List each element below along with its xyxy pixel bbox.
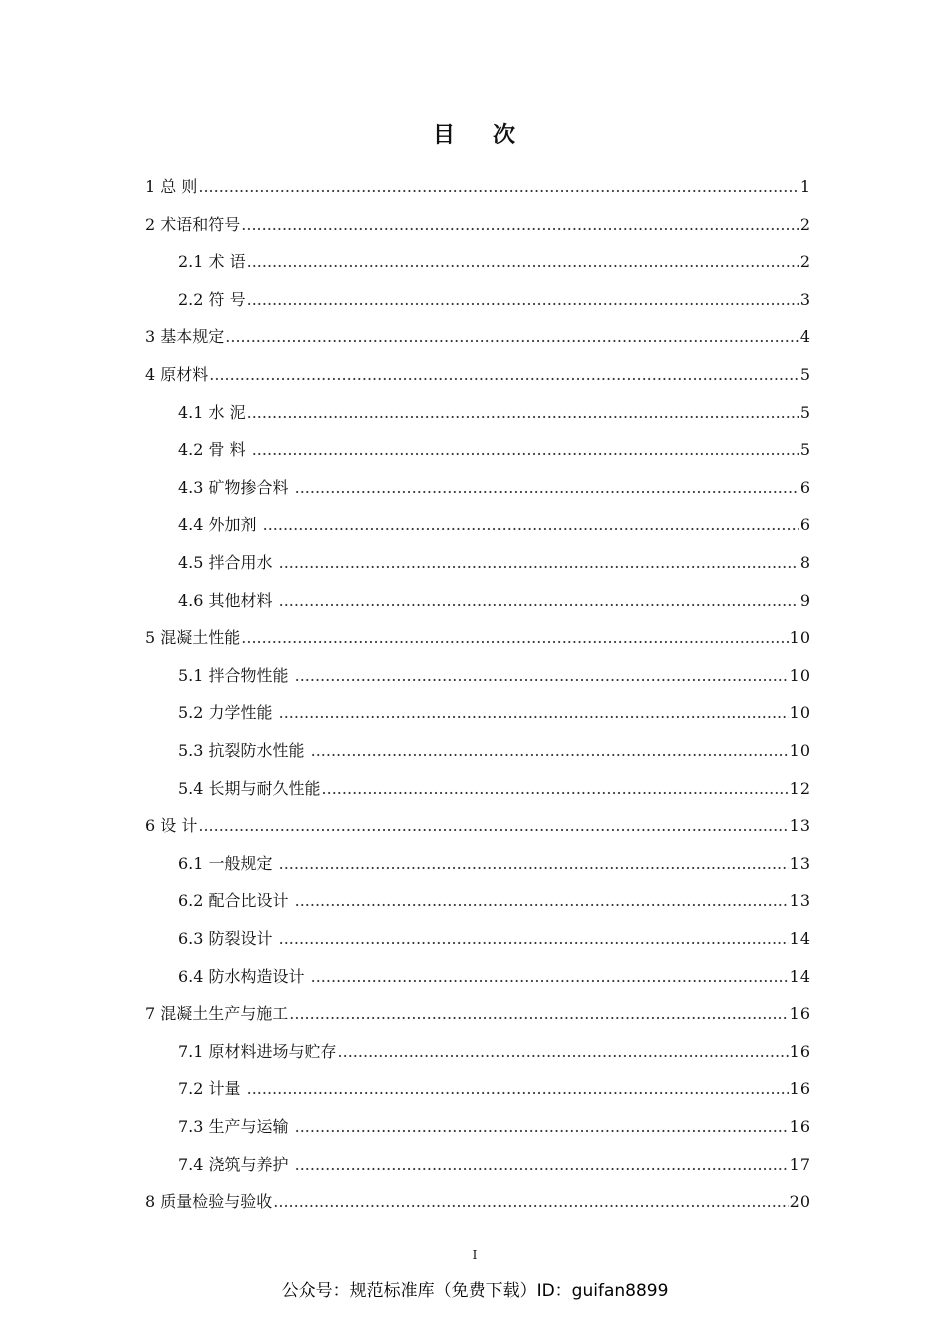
toc-entry[interactable] <box>178 664 810 688</box>
footer-watermark: 公众号：规范标准库（免费下载）ID：guifan8899 <box>281 1281 669 1301</box>
toc-leader-dots <box>273 1190 788 1214</box>
toc-entry-label: 6 设 计 <box>145 816 198 836</box>
toc-entry[interactable] <box>178 288 810 312</box>
toc-entry-page: 5 <box>799 440 810 460</box>
toc-entry[interactable] <box>178 401 810 425</box>
toc-entry-page: 16 <box>789 1117 810 1136</box>
toc-entry[interactable] <box>145 1002 810 1026</box>
toc-entry-label: 2.1 术 语 <box>178 252 246 272</box>
toc-entry[interactable] <box>178 965 810 989</box>
toc-entry-label: 4.5 拌合用水 <box>178 553 278 572</box>
toc-title <box>0 118 950 149</box>
toc-entry-label: 7.3 生产与运输 <box>178 1117 294 1136</box>
toc-entry-page: 5 <box>799 402 810 422</box>
toc-entry-label: 7 混凝土生产与施工 <box>145 1004 289 1024</box>
toc-leader-dots <box>247 288 799 312</box>
toc-entry-label: 6.2 配合比设计 <box>178 891 294 911</box>
toc-entry-page: 10 <box>789 665 810 685</box>
toc-entry-page: 1 <box>799 177 810 196</box>
toc-entry-page: 2 <box>799 214 810 234</box>
toc-entry-page: 16 <box>789 1004 810 1024</box>
toc-entry-label: 2.2 符 号 <box>178 289 246 309</box>
toc-entry-label: 4.3 矿物掺合料 <box>178 477 294 497</box>
toc-entry[interactable] <box>145 626 810 650</box>
toc-entry-label: 1 总 则 <box>145 177 198 196</box>
toc-entry-label: 5.3 抗裂防水性能 <box>178 741 310 760</box>
toc-entry[interactable] <box>145 175 810 199</box>
toc-entry[interactable] <box>178 438 810 462</box>
toc-leader-dots <box>311 739 789 763</box>
toc-entry-label: 7.2 计量 <box>178 1079 246 1099</box>
toc-entry[interactable] <box>145 325 810 349</box>
toc-entry-page: 2 <box>799 252 810 272</box>
toc-entry-label: 5.2 力学性能 <box>178 703 278 723</box>
toc-entry[interactable] <box>145 213 810 237</box>
toc-leader-dots <box>338 1040 789 1064</box>
toc-entry[interactable] <box>178 777 810 801</box>
toc-title-left: 目 <box>432 122 457 148</box>
toc-entry-label: 8 质量检验与验收 <box>145 1192 273 1212</box>
toc-entry[interactable] <box>178 1077 810 1101</box>
toc-leader-dots <box>241 626 788 650</box>
toc-leader-dots <box>295 664 789 688</box>
toc-leader-dots <box>295 889 789 913</box>
toc-entry-label: 7.1 原材料进场与贮存 <box>178 1041 337 1061</box>
toc-entry-page: 8 <box>799 553 810 572</box>
toc-entry-page: 10 <box>789 703 810 723</box>
toc-entry[interactable] <box>178 739 810 763</box>
toc-entry-page: 12 <box>789 778 810 798</box>
toc-entry[interactable] <box>178 476 810 500</box>
toc-entry-label: 6.1 一般规定 <box>178 853 278 873</box>
toc-entry-page: 13 <box>789 816 810 836</box>
toc-entry[interactable] <box>145 814 810 838</box>
toc-entry-label: 4.6 其他材料 <box>178 590 278 610</box>
toc-entry-page: 17 <box>789 1154 810 1174</box>
toc-leader-dots <box>279 589 799 613</box>
toc-entry[interactable] <box>178 1115 810 1139</box>
toc-leader-dots <box>263 513 799 537</box>
toc-leader-dots <box>247 1077 789 1101</box>
toc-leader-dots <box>247 401 799 425</box>
toc-entry-label: 7.4 浇筑与养护 <box>178 1154 294 1174</box>
toc-entry[interactable] <box>178 513 810 537</box>
toc-entry-page: 13 <box>789 853 810 873</box>
toc-leader-dots <box>295 1153 789 1177</box>
toc-entry-label: 6.4 防水构造设计 <box>178 966 310 986</box>
toc-entry-label: 4.2 骨 料 <box>178 440 251 460</box>
toc-entry-page: 6 <box>799 477 810 497</box>
toc-entry-label: 4.1 水 泥 <box>178 402 246 422</box>
toc-entry[interactable] <box>178 852 810 876</box>
toc-leader-dots <box>198 814 788 838</box>
toc-leader-dots <box>295 476 799 500</box>
toc-entry-label: 5.1 拌合物性能 <box>178 665 294 685</box>
toc-entry-page: 3 <box>799 289 810 309</box>
toc-entry[interactable] <box>178 927 810 951</box>
toc-entry-page: 10 <box>789 741 810 760</box>
toc-leader-dots <box>322 777 789 801</box>
toc-entry-label: 3 基本规定 <box>145 327 225 347</box>
toc-leader-dots <box>279 551 799 575</box>
toc-entry[interactable] <box>178 250 810 274</box>
toc-entry-page: 16 <box>789 1079 810 1099</box>
toc-entry-page: 9 <box>799 590 810 610</box>
toc-entry[interactable] <box>178 1153 810 1177</box>
toc-entry[interactable] <box>178 1040 810 1064</box>
toc-leader-dots <box>279 852 789 876</box>
toc-entry[interactable] <box>178 589 810 613</box>
toc-leader-dots <box>279 701 789 725</box>
toc-leader-dots <box>311 965 789 989</box>
toc-entry[interactable] <box>145 363 810 387</box>
toc-entry-page: 10 <box>789 628 810 648</box>
toc-entry-label: 6.3 防裂设计 <box>178 929 278 948</box>
toc-leader-dots <box>198 175 798 199</box>
toc-entry[interactable] <box>178 889 810 913</box>
toc-entry-page: 16 <box>789 1041 810 1061</box>
toc-entry[interactable] <box>178 701 810 725</box>
toc-entry[interactable] <box>145 1190 810 1214</box>
page-number: I <box>472 1248 478 1262</box>
toc-entry-page: 14 <box>789 929 810 948</box>
toc-entry-page: 14 <box>789 966 810 986</box>
toc-leader-dots <box>241 213 799 237</box>
toc-entry-label: 4 原材料 <box>145 365 209 384</box>
toc-leader-dots <box>209 363 799 387</box>
toc-leader-dots <box>247 250 799 274</box>
toc-entry-page: 5 <box>799 365 810 384</box>
toc-entry-label: 4.4 外加剂 <box>178 515 262 535</box>
toc-entry-page: 4 <box>799 327 810 347</box>
toc-entry-label: 5 混凝土性能 <box>145 628 241 648</box>
toc-leader-dots <box>279 927 789 951</box>
toc-entry-label: 5.4 长期与耐久性能 <box>178 778 321 798</box>
toc-entry-page: 6 <box>799 515 810 535</box>
toc-leader-dots <box>289 1002 788 1026</box>
toc-leader-dots <box>225 325 799 349</box>
toc-entry-page: 20 <box>789 1192 810 1212</box>
toc-entry-page: 13 <box>789 891 810 911</box>
toc-entry[interactable] <box>178 551 810 575</box>
toc-entry-label: 2 术语和符号 <box>145 214 241 234</box>
toc-leader-dots <box>252 438 799 462</box>
toc-title-right: 次 <box>493 122 518 148</box>
toc-leader-dots <box>295 1115 789 1139</box>
